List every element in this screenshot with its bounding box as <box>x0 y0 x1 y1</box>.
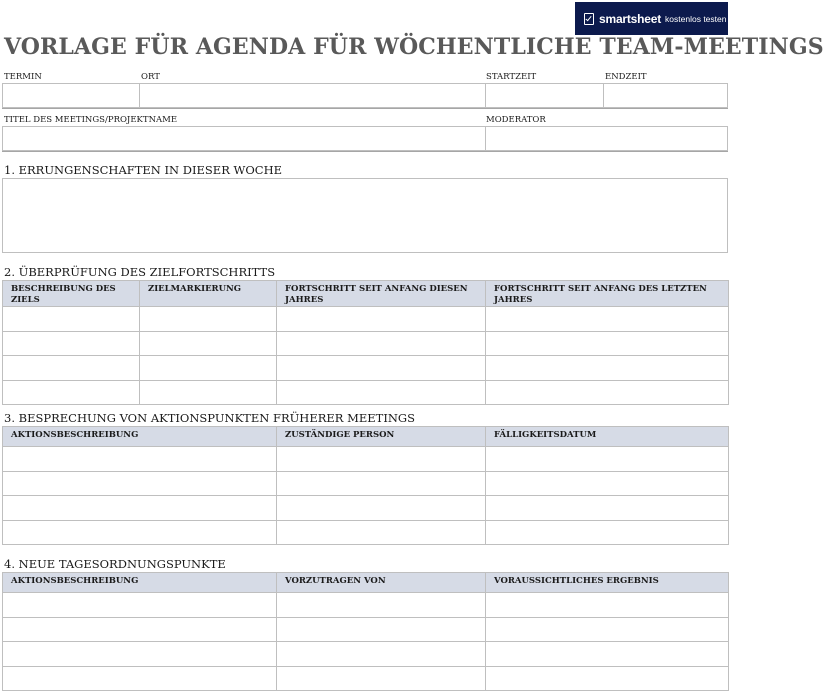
table-cell[interactable] <box>277 447 486 472</box>
table-cell[interactable] <box>486 617 729 642</box>
table-cell[interactable] <box>277 496 486 521</box>
table-row <box>3 666 729 691</box>
termin-label: TERMIN <box>4 72 42 82</box>
col-header: FORTSCHRITT SEIT ANFANG DES LETZTEN JAHRES <box>486 281 729 307</box>
brand-name: smartsheet <box>599 11 662 26</box>
table-cell[interactable] <box>277 307 486 332</box>
startzeit-label: STARTZEIT <box>486 72 537 82</box>
table-cell[interactable] <box>277 642 486 667</box>
table-cell[interactable] <box>140 307 277 332</box>
table-cell[interactable] <box>140 331 277 356</box>
table-cell[interactable] <box>3 520 277 545</box>
table-cell[interactable] <box>277 331 486 356</box>
tagesordnung-table <box>2 572 729 691</box>
col-header: AKTIONSBESCHREIBUNG <box>3 573 277 593</box>
table-cell[interactable] <box>3 380 140 405</box>
table-cell[interactable] <box>486 307 729 332</box>
table-cell[interactable] <box>486 356 729 381</box>
titel-field[interactable] <box>2 126 486 151</box>
table-row <box>3 356 729 381</box>
col-header: FORTSCHRITT SEIT ANFANG DIESEN JAHRES <box>277 281 486 307</box>
table-cell[interactable] <box>3 471 277 496</box>
table-cell[interactable] <box>277 520 486 545</box>
table-cell[interactable] <box>3 666 277 691</box>
ort-label: ORT <box>141 72 160 82</box>
table-row <box>3 307 729 332</box>
table-cell[interactable] <box>3 307 140 332</box>
zielfortschritt-table <box>2 280 729 405</box>
table-cell[interactable] <box>486 331 729 356</box>
table-cell[interactable] <box>277 471 486 496</box>
col-header: BESCHREIBUNG DES ZIELS <box>3 281 140 307</box>
table-row <box>3 331 729 356</box>
smartsheet-trial-button[interactable] <box>575 2 728 35</box>
table-cell[interactable] <box>277 617 486 642</box>
page-title: VORLAGE FÜR AGENDA FÜR WÖCHENTLICHE TEAM-MEETINGS <box>4 34 824 60</box>
table-row <box>3 617 729 642</box>
brand-cta: kostenlos testen <box>665 13 727 24</box>
startzeit-field[interactable] <box>485 83 604 108</box>
table-row <box>3 520 729 545</box>
checkbox-logo-icon <box>584 13 594 25</box>
section1-title: 1. ERRUNGENSCHAFTEN IN DIESER WOCHE <box>4 163 282 177</box>
col-header: FÄLLIGKEITSDATUM <box>486 427 729 447</box>
section2-title: 2. ÜBERPRÜFUNG DES ZIELFORTSCHRITTS <box>4 265 276 279</box>
table-cell[interactable] <box>277 593 486 618</box>
table-row <box>3 642 729 667</box>
col-header: ZIELMARKIERUNG <box>140 281 277 307</box>
table-cell[interactable] <box>486 496 729 521</box>
table-cell[interactable] <box>486 447 729 472</box>
table-cell[interactable] <box>277 380 486 405</box>
table-cell[interactable] <box>486 471 729 496</box>
titel-label: TITEL DES MEETINGS/PROJEKTNAME <box>4 115 178 125</box>
table-row <box>3 380 729 405</box>
col-header: VORAUSSICHTLICHES ERGEBNIS <box>486 573 729 593</box>
table-cell[interactable] <box>3 617 277 642</box>
table-cell[interactable] <box>3 593 277 618</box>
table-row <box>3 593 729 618</box>
table-row <box>3 447 729 472</box>
table-cell[interactable] <box>486 380 729 405</box>
aktionspunkte-table <box>2 426 729 545</box>
table-cell[interactable] <box>486 593 729 618</box>
table-cell[interactable] <box>3 331 140 356</box>
table-cell[interactable] <box>140 356 277 381</box>
table-cell[interactable] <box>3 496 277 521</box>
table-row <box>3 471 729 496</box>
table-cell[interactable] <box>486 520 729 545</box>
table-cell[interactable] <box>486 642 729 667</box>
table-row <box>3 496 729 521</box>
col-header: ZUSTÄNDIGE PERSON <box>277 427 486 447</box>
table-header-row <box>3 281 729 307</box>
ort-field[interactable] <box>139 83 486 108</box>
table-header-row <box>3 573 729 593</box>
table-cell[interactable] <box>486 666 729 691</box>
table-cell[interactable] <box>140 380 277 405</box>
table-cell[interactable] <box>3 356 140 381</box>
table-cell[interactable] <box>277 666 486 691</box>
table-cell[interactable] <box>3 642 277 667</box>
moderator-field[interactable] <box>485 126 728 151</box>
table-cell[interactable] <box>3 447 277 472</box>
endzeit-label: ENDZEIT <box>605 72 647 82</box>
col-header: AKTIONSBESCHREIBUNG <box>3 427 277 447</box>
table-cell[interactable] <box>277 356 486 381</box>
table-header-row <box>3 427 729 447</box>
section4-title: 4. NEUE TAGESORDNUNGSPUNKTE <box>4 557 226 571</box>
col-header: VORZUTRAGEN VON <box>277 573 486 593</box>
errungenschaften-field[interactable] <box>2 178 728 253</box>
moderator-label: MODERATOR <box>486 115 546 125</box>
termin-field[interactable] <box>2 83 140 108</box>
endzeit-field[interactable] <box>603 83 728 108</box>
section3-title: 3. BESPRECHUNG VON AKTIONSPUNKTEN FRÜHERER MEETINGS <box>4 411 415 425</box>
